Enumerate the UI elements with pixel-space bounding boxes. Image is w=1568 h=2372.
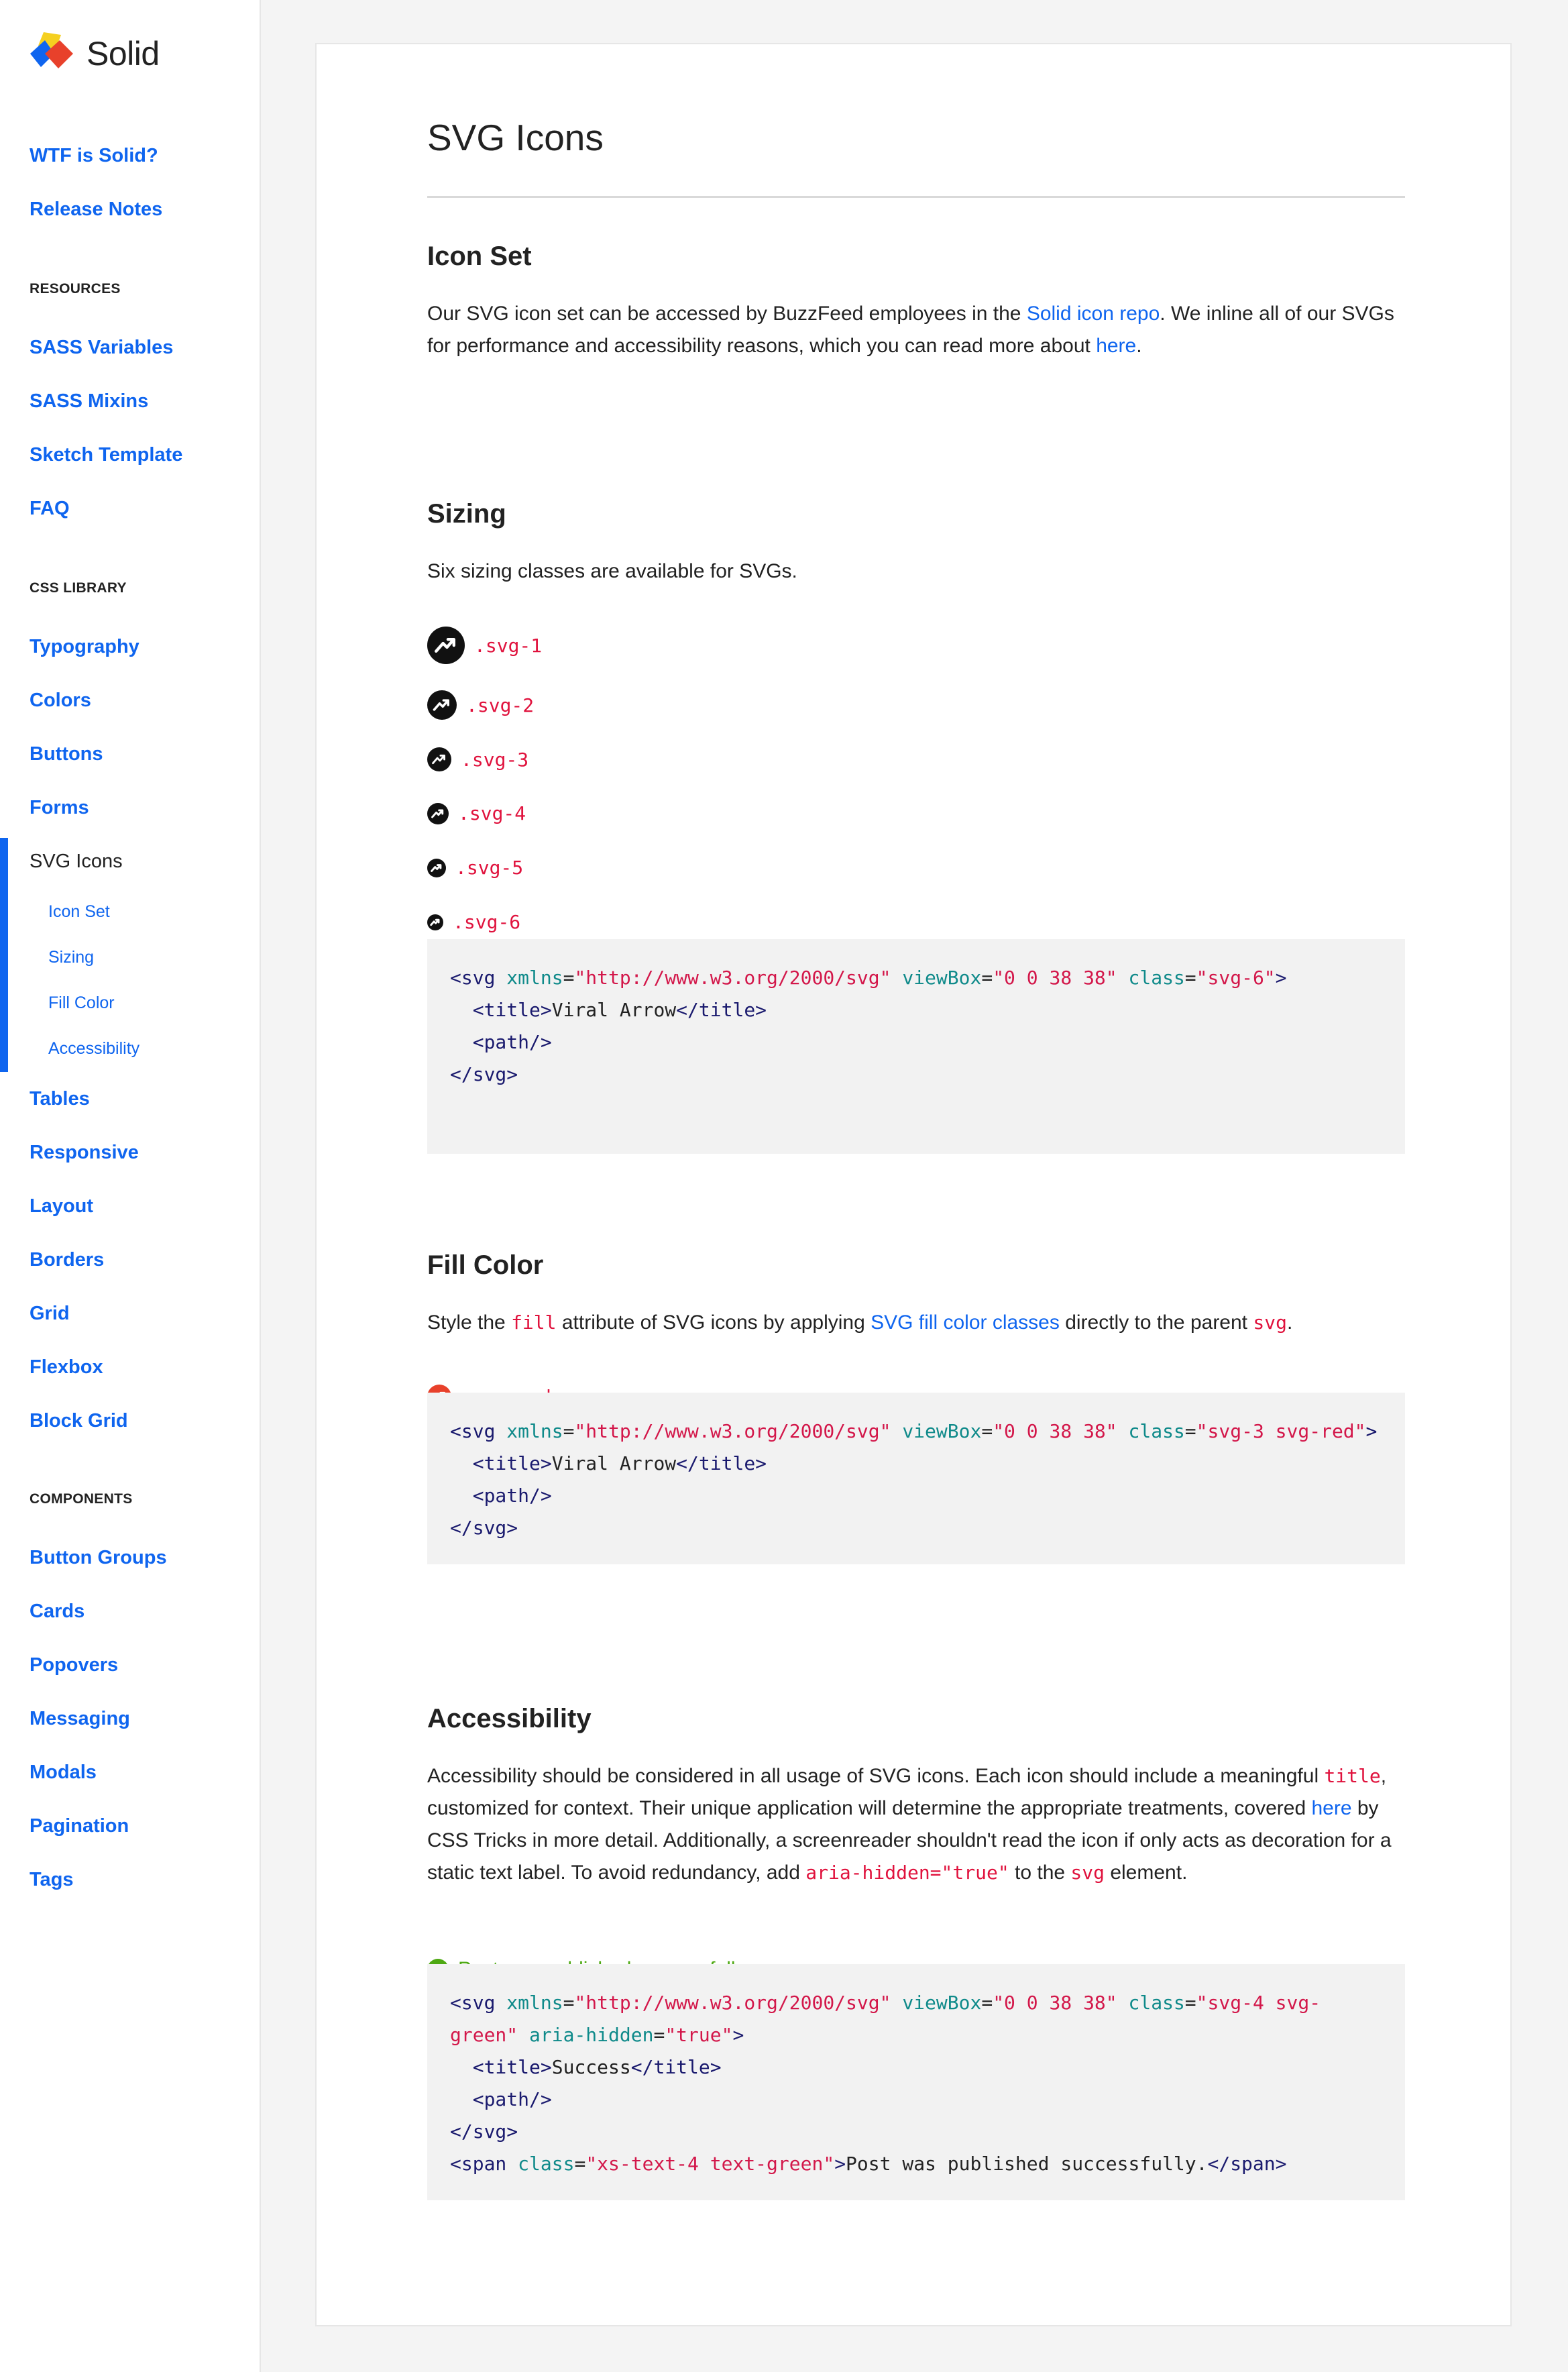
solid-logo-icon bbox=[29, 31, 78, 76]
a11y-text-5: element. bbox=[1105, 1862, 1188, 1884]
nav-sub-accessibility[interactable]: Accessibility bbox=[48, 1039, 140, 1058]
nav-messaging[interactable]: Messaging bbox=[30, 1708, 130, 1729]
section-fill-color-title: Fill Color bbox=[427, 1250, 544, 1280]
nav-svg-icons[interactable]: SVG Icons bbox=[30, 851, 123, 872]
size-example-svg-2 bbox=[427, 690, 534, 720]
page-title: SVG Icons bbox=[427, 117, 604, 158]
content-card bbox=[315, 43, 1512, 2326]
active-nav-indicator bbox=[0, 838, 8, 1072]
nav-sass-variables[interactable]: SASS Variables bbox=[30, 337, 174, 358]
fill-text-3: directly to the parent bbox=[1059, 1311, 1253, 1334]
nav-sass-mixins[interactable]: SASS Mixins bbox=[30, 390, 149, 412]
nav-typography[interactable]: Typography bbox=[30, 636, 139, 657]
solid-icon-repo-link[interactable]: Solid icon repo bbox=[1026, 303, 1160, 325]
viral-arrow-icon bbox=[427, 803, 449, 824]
code-token: </title> bbox=[630, 2056, 722, 2078]
code-token: viewBox bbox=[902, 1420, 982, 1442]
code-token: <title> bbox=[472, 1452, 552, 1474]
code-token: "http://www.w3.org/2000/svg" bbox=[574, 967, 891, 989]
viral-arrow-icon bbox=[427, 627, 465, 664]
size-example-svg-1 bbox=[427, 627, 542, 664]
code-token: <span bbox=[450, 2153, 507, 2175]
code-token: green" bbox=[450, 2024, 518, 2046]
size-class-label: .svg-5 bbox=[455, 857, 524, 879]
fill-text-2: attribute of SVG icons by applying bbox=[556, 1311, 871, 1334]
code-token: <title> bbox=[472, 2056, 552, 2078]
nav-button-groups[interactable]: Button Groups bbox=[30, 1547, 167, 1568]
code-token: "true" bbox=[665, 2024, 733, 2046]
size-class-label: .svg-6 bbox=[453, 911, 521, 933]
fill-inline-code: fill bbox=[511, 1311, 557, 1334]
nav-popovers[interactable]: Popovers bbox=[30, 1654, 119, 1676]
code-token: "svg-3 svg-red" bbox=[1196, 1420, 1366, 1442]
viral-arrow-icon bbox=[427, 747, 451, 771]
size-class-label: .svg-3 bbox=[461, 748, 529, 771]
svg-inline-code: svg bbox=[1070, 1862, 1105, 1884]
icon-set-text-1: Our SVG icon set can be accessed by BuzzFeed employees in the bbox=[427, 303, 1027, 325]
size-example-svg-4 bbox=[427, 802, 526, 824]
a11y-text-1: Accessibility should be considered in all usage of SVG icons. Each icon should include a meaningful bbox=[427, 1765, 1325, 1787]
code-token: Post was published successfully. bbox=[846, 2153, 1208, 2175]
code-token: xmlns bbox=[506, 1992, 563, 2014]
nav-cards[interactable]: Cards bbox=[30, 1601, 85, 1622]
code-token: </span> bbox=[1207, 2153, 1287, 2175]
code-token: </title> bbox=[676, 1452, 767, 1474]
icon-set-description bbox=[427, 298, 1405, 362]
code-token: </svg> bbox=[450, 1063, 518, 1085]
fill-text-1: Style the bbox=[427, 1311, 512, 1334]
code-token: class bbox=[1128, 1992, 1185, 2014]
code-token: </svg> bbox=[450, 2120, 518, 2143]
code-token: xmlns bbox=[506, 967, 563, 989]
size-class-label: .svg-4 bbox=[458, 802, 526, 824]
sizing-code-block: <svg xmlns="http://www.w3.org/2000/svg" viewBox="0 0 38 38" class="svg-6"> <title>Viral Arrow</title> <path/> </svg> bbox=[427, 939, 1405, 1154]
accessibility-code-block: <svg xmlns="http://www.w3.org/2000/svg" viewBox="0 0 38 38" class="svg-4 svg- green" aria-hidden="true"> <title>Success</title> <path/> </svg> <span class="xs-text-4 text-green">Post was published successfully.</span> bbox=[427, 1964, 1405, 2200]
nav-sub-icon-set[interactable]: Icon Set bbox=[48, 902, 110, 921]
nav-faq[interactable]: FAQ bbox=[30, 498, 70, 519]
code-token: "xs-text-4 text-green" bbox=[585, 2153, 835, 2175]
code-token: "0 0 38 38" bbox=[993, 1420, 1117, 1442]
nav-flexbox[interactable]: Flexbox bbox=[30, 1356, 103, 1378]
code-token: Success bbox=[551, 2056, 631, 2078]
viral-arrow-icon bbox=[427, 859, 446, 877]
brand-name: Solid bbox=[87, 35, 160, 72]
a11y-text-3: by CSS Tricks in more detail. Additionally, a screenreader shouldn't read the icon if only acts as decoration for a static text label. To avoid redundancy, add bbox=[427, 1797, 1392, 1884]
code-token: </title> bbox=[676, 999, 767, 1021]
code-token: "http://www.w3.org/2000/svg" bbox=[574, 1420, 891, 1442]
title-inline-code: title bbox=[1324, 1765, 1381, 1787]
code-token: aria-hidden bbox=[529, 2024, 654, 2046]
svg-fill-color-classes-link[interactable]: SVG fill color classes bbox=[871, 1311, 1060, 1334]
size-example-svg-6 bbox=[427, 911, 520, 933]
nav-grid[interactable]: Grid bbox=[30, 1303, 70, 1324]
size-class-label: .svg-2 bbox=[466, 694, 535, 716]
code-token: Viral Arrow bbox=[551, 1452, 677, 1474]
code-token: <title> bbox=[472, 999, 552, 1021]
icon-set-text-3: . bbox=[1136, 335, 1142, 357]
code-token: viewBox bbox=[902, 1992, 982, 2014]
css-tricks-here-link[interactable]: here bbox=[1311, 1797, 1352, 1819]
viral-arrow-icon bbox=[427, 690, 457, 720]
code-token: </svg> bbox=[450, 1517, 518, 1539]
size-example-svg-5 bbox=[427, 857, 523, 879]
code-token: <svg bbox=[450, 1420, 496, 1442]
code-token: viewBox bbox=[902, 967, 982, 989]
code-token: "0 0 38 38" bbox=[993, 1992, 1117, 2014]
nav-tables[interactable]: Tables bbox=[30, 1088, 90, 1110]
svg-inline-code: svg bbox=[1253, 1311, 1287, 1334]
code-token: class bbox=[1128, 967, 1185, 989]
code-token: "svg-6" bbox=[1196, 967, 1276, 989]
title-divider bbox=[427, 196, 1405, 198]
nav-heading-resources: RESOURCES bbox=[30, 281, 121, 296]
nav-tags[interactable]: Tags bbox=[30, 1869, 74, 1890]
code-token: <svg bbox=[450, 967, 496, 989]
nav-borders[interactable]: Borders bbox=[30, 1249, 105, 1271]
fill-text-4: . bbox=[1286, 1311, 1293, 1334]
nav-sub-sizing[interactable]: Sizing bbox=[48, 948, 95, 967]
size-class-label: .svg-1 bbox=[474, 634, 543, 657]
code-token: xmlns bbox=[506, 1420, 563, 1442]
code-token: "svg-4 svg- bbox=[1196, 1992, 1321, 2014]
code-token: <svg bbox=[450, 1992, 496, 2014]
aria-hidden-inline-code: aria-hidden="true" bbox=[805, 1862, 1009, 1884]
nav-release-notes[interactable]: Release Notes bbox=[30, 199, 163, 220]
section-icon-set-title: Icon Set bbox=[427, 241, 532, 271]
nav-responsive[interactable]: Responsive bbox=[30, 1142, 139, 1163]
code-token: class bbox=[518, 2153, 575, 2175]
here-link[interactable]: here bbox=[1096, 335, 1137, 357]
code-token: <path/> bbox=[472, 1031, 552, 1053]
nav-block-grid[interactable]: Block Grid bbox=[30, 1410, 128, 1432]
nav-forms[interactable]: Forms bbox=[30, 797, 89, 818]
nav-heading-css-library: CSS LIBRARY bbox=[30, 580, 127, 596]
nav-layout[interactable]: Layout bbox=[30, 1195, 94, 1217]
nav-buttons[interactable]: Buttons bbox=[30, 743, 103, 765]
fill-color-description bbox=[427, 1307, 1405, 1339]
code-token: <path/> bbox=[472, 2088, 552, 2110]
code-token: class bbox=[1128, 1420, 1185, 1442]
code-token: "0 0 38 38" bbox=[993, 967, 1117, 989]
section-sizing-title: Sizing bbox=[427, 499, 506, 529]
viral-arrow-icon bbox=[427, 914, 443, 930]
nav-wtf-is-solid[interactable]: WTF is Solid? bbox=[30, 145, 158, 166]
nav-sketch-template[interactable]: Sketch Template bbox=[30, 444, 183, 466]
code-token: <path/> bbox=[472, 1485, 552, 1507]
accessibility-description bbox=[427, 1760, 1405, 1889]
sizing-description: Six sizing classes are available for SVGs. bbox=[427, 560, 797, 582]
fill-code-block: <svg xmlns="http://www.w3.org/2000/svg" viewBox="0 0 38 38" class="svg-3 svg-red"> <title>Viral Arrow</title> <path/> </svg> bbox=[427, 1393, 1405, 1564]
a11y-text-4: to the bbox=[1009, 1862, 1071, 1884]
nav-sub-fill-color[interactable]: Fill Color bbox=[48, 993, 115, 1012]
code-token: "http://www.w3.org/2000/svg" bbox=[574, 1992, 891, 2014]
icon-set-text-2: . We inline all of our SVGs for performance and accessibility reasons, which you can read more about bbox=[427, 303, 1394, 357]
solid-logo[interactable] bbox=[29, 31, 160, 76]
sidebar bbox=[0, 0, 261, 2372]
a11y-text-2: , customized for context. Their unique application will determine the appropriate treatments, covered bbox=[427, 1765, 1387, 1819]
nav-colors[interactable]: Colors bbox=[30, 690, 91, 711]
size-example-svg-3 bbox=[427, 747, 528, 771]
code-token: Viral Arrow bbox=[551, 999, 677, 1021]
nav-pagination[interactable]: Pagination bbox=[30, 1815, 129, 1837]
nav-modals[interactable]: Modals bbox=[30, 1762, 97, 1783]
nav-heading-components: COMPONENTS bbox=[30, 1491, 133, 1507]
section-accessibility-title: Accessibility bbox=[427, 1704, 592, 1733]
